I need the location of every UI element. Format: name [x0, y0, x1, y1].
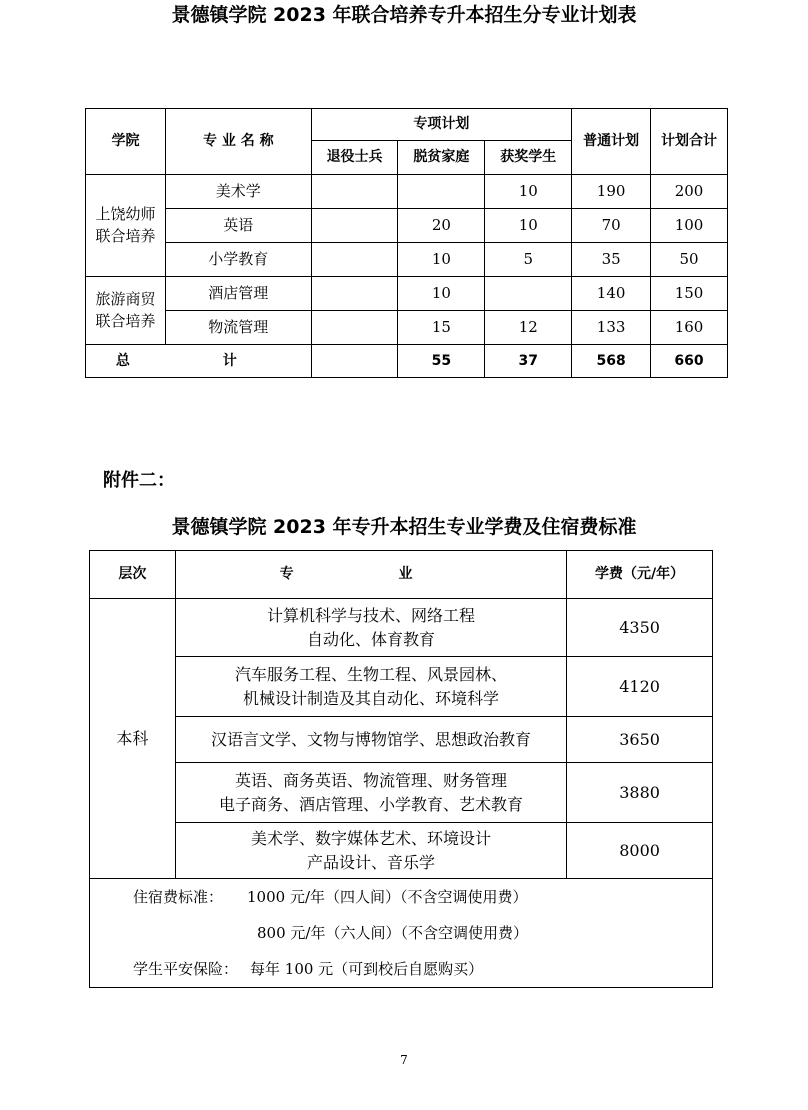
sum-regular: 568	[572, 345, 651, 378]
award-cell: 10	[485, 209, 572, 243]
fee-cell: 3880	[567, 763, 713, 823]
table-row	[90, 763, 713, 823]
header-regular-plan: 普通计划	[572, 109, 651, 175]
veteran-cell	[311, 311, 398, 345]
fee-cell: 4350	[567, 599, 713, 657]
accommodation-line-2: 800 元/年（六人间）（不含空调使用费）	[257, 924, 528, 942]
veteran-cell	[311, 277, 398, 311]
total-cell: 50	[651, 243, 728, 277]
veteran-cell	[311, 243, 398, 277]
sum-row	[86, 345, 728, 378]
table-row	[86, 277, 728, 311]
award-cell	[485, 277, 572, 311]
sum-total: 660	[651, 345, 728, 378]
accommodation-line-1: 住宿费标准： 1000 元/年（四人间）（不含空调使用费）	[133, 888, 528, 906]
plan-table-title: 景德镇学院 2023 年联合培养专升本招生分专业计划表	[171, 4, 637, 26]
poverty-cell: 20	[398, 209, 485, 243]
table-row	[90, 717, 713, 763]
fee-table-title: 景德镇学院 2023 年专升本招生专业学费及住宿费标准	[171, 516, 637, 538]
college-cell: 上饶幼师联合培养	[86, 175, 166, 277]
notes-cell	[90, 879, 713, 988]
table-row	[90, 599, 713, 657]
sum-award: 37	[485, 345, 572, 378]
header-tuition: 学费（元/年）	[567, 551, 713, 599]
header-poverty: 脱贫家庭	[398, 141, 485, 175]
table-row	[90, 657, 713, 717]
award-cell: 12	[485, 311, 572, 345]
major-cell: 美术学	[165, 175, 311, 209]
poverty-cell: 15	[398, 311, 485, 345]
regular-cell: 133	[572, 311, 651, 345]
sum-veteran	[311, 345, 398, 378]
fee-major-cell: 英语、商务英语、物流管理、财务管理 电子商务、酒店管理、小学教育、艺术教育	[175, 763, 566, 823]
regular-cell: 70	[572, 209, 651, 243]
regular-cell: 35	[572, 243, 651, 277]
sum-poverty: 55	[398, 345, 485, 378]
fee-cell: 8000	[567, 823, 713, 879]
poverty-cell: 10	[398, 277, 485, 311]
major-cell: 小学教育	[165, 243, 311, 277]
level-cell: 本科	[90, 599, 176, 879]
veteran-cell	[311, 209, 398, 243]
veteran-cell	[311, 175, 398, 209]
table-row	[86, 311, 728, 345]
annex-label: 附件二：	[103, 470, 175, 491]
insurance-line: 学生平安保险： 每年 100 元（可到校后自愿购买）	[133, 960, 484, 978]
fee-cell: 3650	[567, 717, 713, 763]
sum-label: 总 计	[86, 345, 312, 378]
page-number: 7	[400, 1053, 408, 1067]
fee-cell: 4120	[567, 657, 713, 717]
header-special-plan: 专项计划	[311, 109, 572, 141]
table-row	[86, 175, 728, 209]
header-fee-major: 专 业	[175, 551, 566, 599]
major-cell: 酒店管理	[165, 277, 311, 311]
plan-table	[85, 108, 728, 378]
total-cell: 100	[651, 209, 728, 243]
header-award: 获奖学生	[485, 141, 572, 175]
fee-major-cell: 计算机科学与技术、网络工程 自动化、体育教育	[175, 599, 566, 657]
total-cell: 200	[651, 175, 728, 209]
notes-row	[90, 879, 713, 988]
regular-cell: 140	[572, 277, 651, 311]
award-cell: 5	[485, 243, 572, 277]
header-major: 专 业 名 称	[165, 109, 311, 175]
fee-table	[89, 550, 713, 988]
award-cell: 10	[485, 175, 572, 209]
college-cell: 旅游商贸联合培养	[86, 277, 166, 345]
total-cell: 150	[651, 277, 728, 311]
major-cell: 物流管理	[165, 311, 311, 345]
table-row	[90, 823, 713, 879]
fee-major-cell: 汽车服务工程、生物工程、风景园林、 机械设计制造及其自动化、环境科学	[175, 657, 566, 717]
header-level: 层次	[90, 551, 176, 599]
regular-cell: 190	[572, 175, 651, 209]
fee-major-cell: 美术学、数字媒体艺术、环境设计 产品设计、音乐学	[175, 823, 566, 879]
header-plan-total: 计划合计	[651, 109, 728, 175]
poverty-cell: 10	[398, 243, 485, 277]
table-row	[86, 209, 728, 243]
fee-major-cell: 汉语言文学、文物与博物馆学、思想政治教育	[175, 717, 566, 763]
header-veteran: 退役士兵	[311, 141, 398, 175]
major-cell: 英语	[165, 209, 311, 243]
total-cell: 160	[651, 311, 728, 345]
table-row	[86, 243, 728, 277]
poverty-cell	[398, 175, 485, 209]
header-college: 学院	[86, 109, 166, 175]
